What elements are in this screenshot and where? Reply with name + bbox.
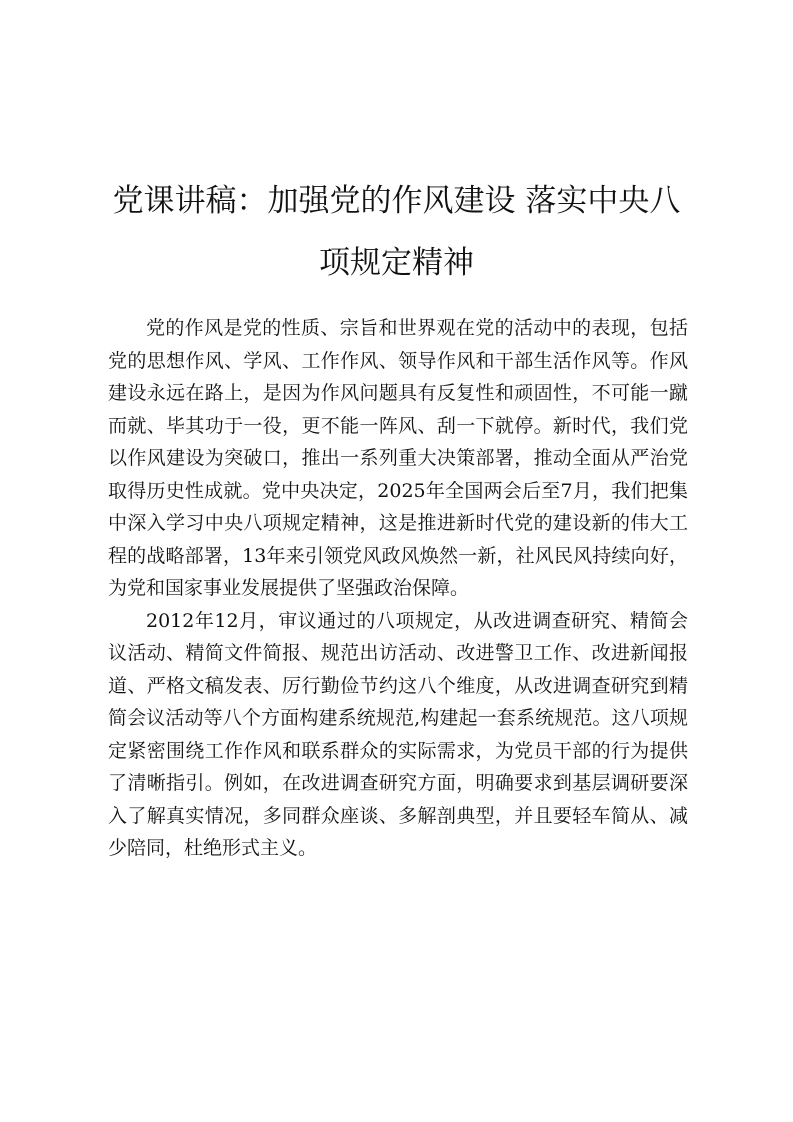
document-title: 党课讲稿：加强党的作风建设 落实中央八项规定精神: [112, 183, 681, 281]
document-body: [108, 312, 688, 865]
paragraph-2: 2012年12月，审议通过的八项规定，从改进调查研究、精简会议活动、精简文件简报、规范出访活动、改进警卫工作、改进新闻报道、严格文稿发表、厉行勤俭节约这八个维度，从改进调查研究到精简会议活动等八个方面构建系统规范,构建起一套系统规范。这八项规定紧密围绕工作作风和联系群众的实际需求，为党员干部的行为提供了清晰指引。例如，在改进调查研究方面，明确要求到基层调研要深入了解真实情况，多同群众座谈、多解剖典型，并且要轻车简从、减少陪同，杜绝形式主义。: [108, 609, 688, 859]
paragraph-1: 党的作风是党的性质、宗旨和世界观在党的活动中的表现，包括党的思想作风、学风、工作作风、领导作风和干部生活作风等。作风建设永远在路上，是因为作风问题具有反复性和顽固性，不可能一蹴而就、毕其功于一役，更不能一阵风、刮一下就停。新时代，我们党以作风建设为突破口，推出一系列重大决策部署，推动全面从严治党取得历史性成就。党中央决定，2025年全国两会后至7月，我们把集中深入学习中央八项规定精神，这是推进新时代党的建设新的伟大工程的战略部署，13年来引领党风政风焕然一新，社风民风持续向好，为党和国家事业发展提供了坚强政治保障。: [108, 317, 688, 599]
